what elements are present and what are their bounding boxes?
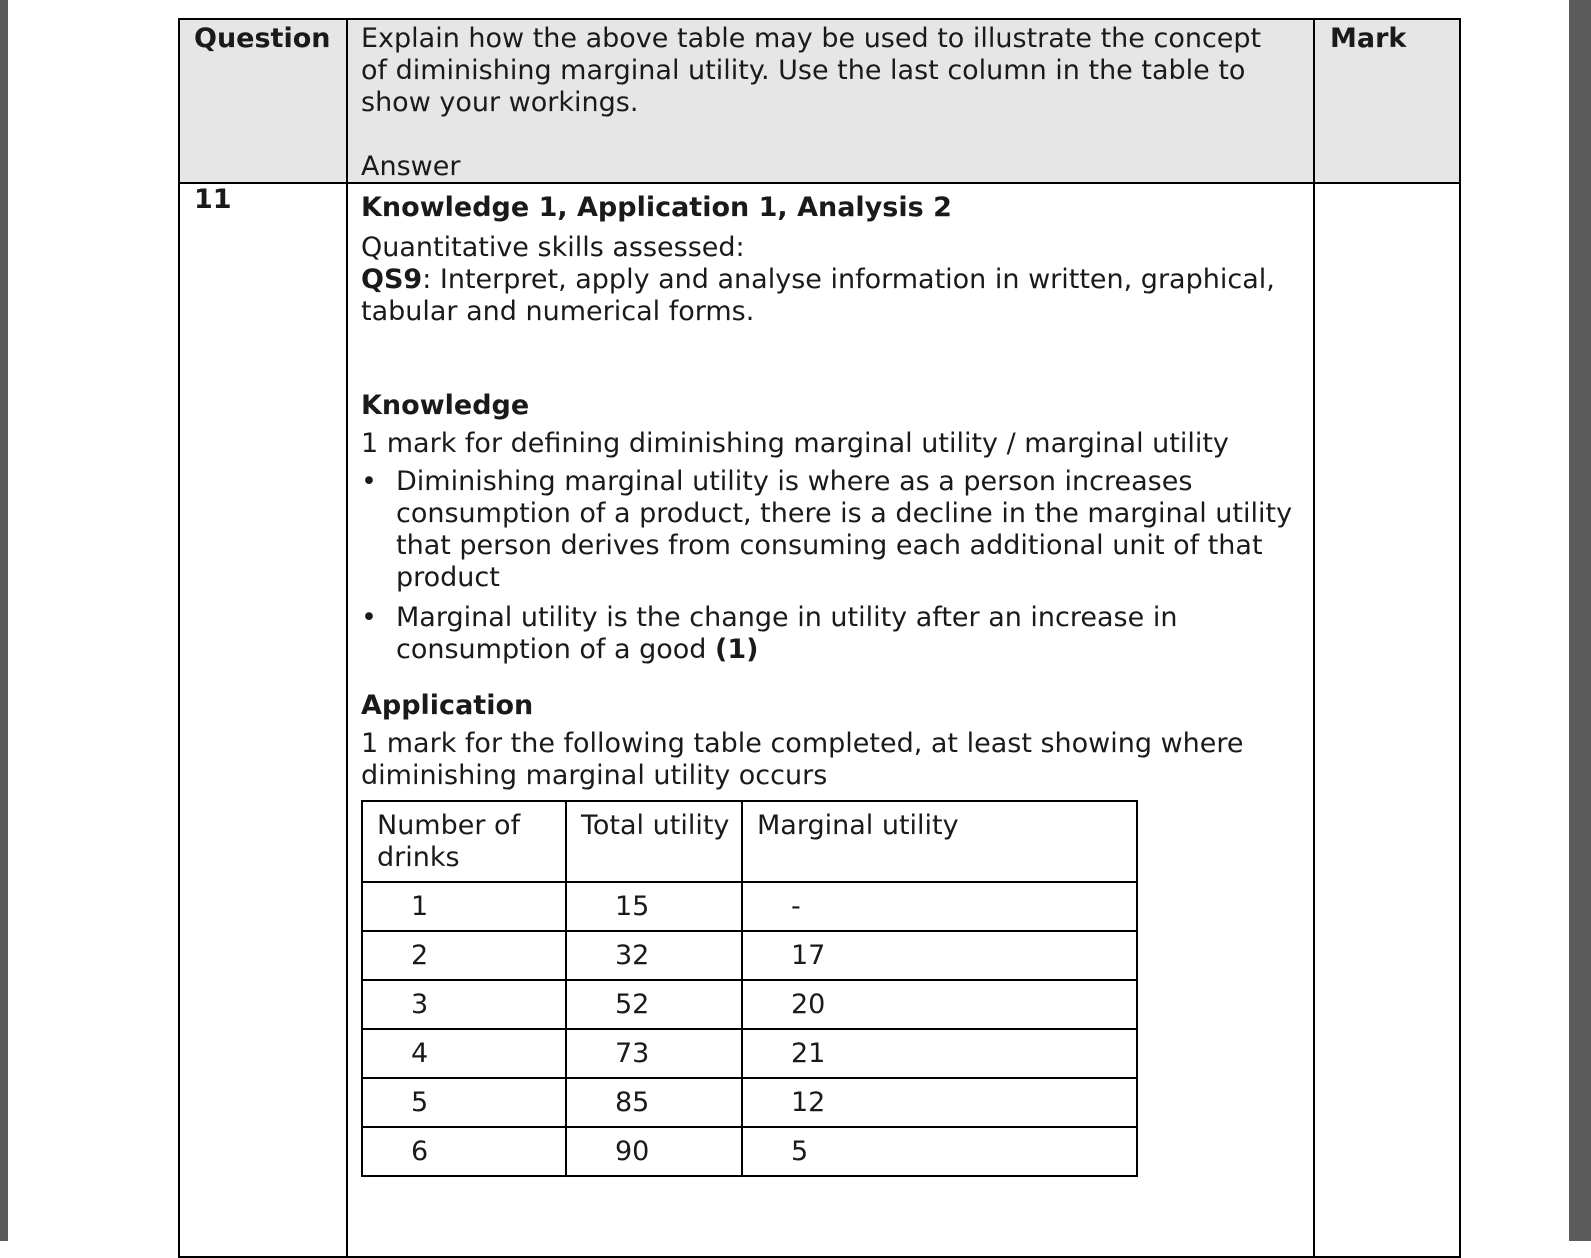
marks-allocation-heading: Knowledge 1, Application 1, Analysis 2 — [361, 192, 952, 223]
qs-description — [361, 264, 1301, 328]
table-cell: 73 — [566, 1029, 742, 1078]
table-row — [362, 1127, 1137, 1176]
table-cell: 21 — [742, 1029, 1137, 1078]
list-item — [361, 602, 1301, 666]
table-row — [362, 980, 1137, 1029]
list-item — [361, 466, 1301, 594]
table-cell: 20 — [742, 980, 1137, 1029]
table-cell: 1 — [362, 882, 566, 931]
table-header-row — [362, 801, 1137, 882]
question-text: Explain how the above table may be used to illustrate the concept of diminishing marginal utility. Use the last column in the table to show your workings. — [361, 23, 1262, 118]
table-cell: 5 — [362, 1078, 566, 1127]
column-divider-question — [346, 20, 348, 1256]
knowledge-criterion: 1 mark for defining diminishing marginal utility / marginal utility — [361, 428, 1229, 459]
bullet-icon: • — [361, 466, 377, 497]
table-cell: 6 — [362, 1127, 566, 1176]
column-header: Marginal utility — [742, 801, 1137, 882]
table-row — [362, 1078, 1137, 1127]
bullet-icon: • — [361, 602, 377, 633]
question-number: 11 — [194, 184, 232, 215]
table-cell: 2 — [362, 931, 566, 980]
table-cell: 3 — [362, 980, 566, 1029]
marginal-utility-table — [361, 800, 1138, 1177]
table-cell: 52 — [566, 980, 742, 1029]
left-window-edge — [0, 0, 8, 1241]
table-cell: 85 — [566, 1078, 742, 1127]
table-row — [362, 931, 1137, 980]
table-cell: 32 — [566, 931, 742, 980]
right-window-edge — [1569, 0, 1591, 1241]
qs-text: : Interpret, apply and analyse information in written, graphical, tabular and numerical forms. — [361, 264, 1275, 327]
column-header: Total utility — [566, 801, 742, 882]
table-cell: 90 — [566, 1127, 742, 1176]
column-divider-mark — [1313, 20, 1315, 1256]
answer-content — [361, 192, 1301, 1177]
table-cell: 4 — [362, 1029, 566, 1078]
bullet-text: Marginal utility is the change in utility after an increase in consumption of a good — [396, 602, 1178, 665]
table-cell: - — [742, 882, 1137, 931]
mark-value: (1) — [715, 634, 759, 665]
column-header: Number of drinks — [362, 801, 566, 882]
table-row — [362, 882, 1137, 931]
mark-scheme-table — [178, 18, 1461, 1258]
bullet-text: Diminishing marginal utility is where as a person increases consumption of a product, there is a decline in the marginal utility that person derives from consuming each additional unit of that product — [396, 466, 1293, 593]
question-column-label: Question — [194, 23, 331, 54]
answer-label: Answer — [361, 151, 461, 182]
table-row — [362, 1029, 1137, 1078]
application-heading: Application — [361, 690, 534, 721]
knowledge-heading: Knowledge — [361, 390, 530, 421]
mark-column-label: Mark — [1330, 23, 1407, 54]
table-cell: 17 — [742, 931, 1137, 980]
table-cell: 15 — [566, 882, 742, 931]
table-cell: 5 — [742, 1127, 1137, 1176]
application-criterion: 1 mark for the following table completed, at least showing where diminishing marginal utility occurs — [361, 728, 1244, 791]
qs-code: QS9 — [361, 264, 423, 295]
table-cell: 12 — [742, 1078, 1137, 1127]
knowledge-bullets — [361, 466, 1301, 666]
qs-intro: Quantitative skills assessed: — [361, 232, 745, 263]
